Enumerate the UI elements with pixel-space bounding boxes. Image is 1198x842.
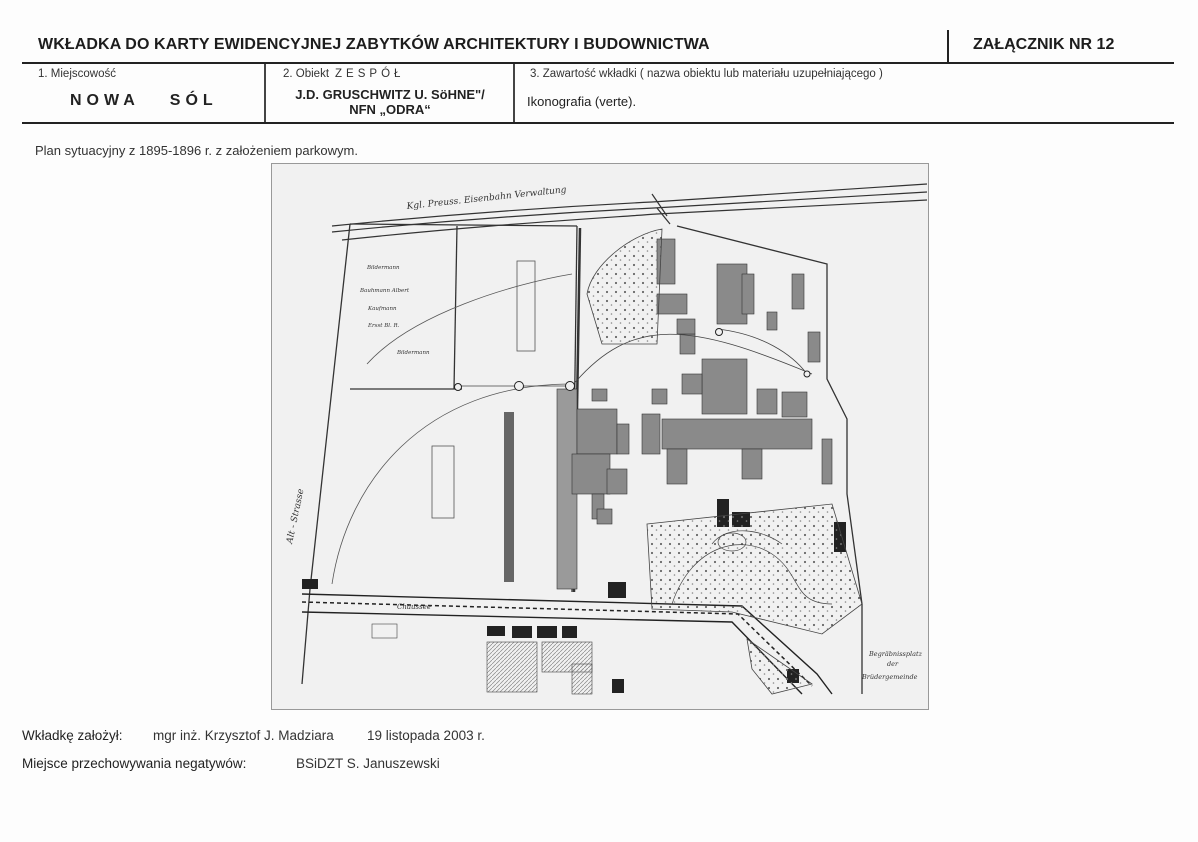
table-column-divider-1 <box>264 64 266 122</box>
annex-number: ZAŁĄCZNIK NR 12 <box>973 36 1115 53</box>
storage-value: BSiDZT S. Januszewski <box>296 756 440 771</box>
storage-label: Miejsce przechowywania negatywów: <box>22 756 247 771</box>
locality-word-1: NOWA <box>70 92 140 109</box>
map-label-cemetery-1: Begräbnissplatz <box>869 650 923 658</box>
table-bottom-rule <box>22 122 1174 124</box>
site-plan-drawing <box>272 164 928 709</box>
object-label-row <box>283 68 404 80</box>
table-top-rule <box>22 62 1174 64</box>
founder-value: mgr inż. Krzysztof J. Madziara <box>153 728 334 743</box>
object-type: ZESPÓŁ <box>335 68 405 80</box>
object-name-line-1: J.D. GRUSCHWITZ U. SöHNE"/ <box>295 87 485 102</box>
locality-value <box>70 92 248 110</box>
site-plan-image <box>271 163 929 710</box>
map-label-cemetery-3: Brüdergemeinde <box>862 673 918 681</box>
object-label: 2. Obiekt <box>283 68 330 80</box>
locality-word-2: SÓL <box>169 92 218 109</box>
founding-date: 19 listopada 2003 r. <box>367 728 485 743</box>
map-label-plot-4: Ersst Bl. R. <box>368 323 400 329</box>
founder-label: Wkładkę założył: <box>22 728 123 743</box>
object-name-line-2: NFN „ODRA“ <box>349 102 431 117</box>
plan-caption: Plan sytuacyjny z 1895-1896 r. z założeniem parkowym. <box>35 143 358 158</box>
map-label-left-road: Alt - Strasse <box>285 487 307 545</box>
map-label-plot-1: Bildermann <box>367 265 400 271</box>
map-label-railway: Kgl. Preuss. Eisenbahn Verwaltung <box>406 185 567 212</box>
map-label-plot-3: Kaufmann <box>368 306 397 312</box>
map-label-cemetery-2: der <box>887 660 899 668</box>
map-label-chaussee: Chaussee <box>397 603 432 611</box>
table-column-divider-2 <box>513 64 515 122</box>
content-label: 3. Zawartość wkładki ( nazwa obiektu lub materiału uzupełniającego ) <box>530 68 883 80</box>
map-label-plot-5: Bildermann <box>397 350 430 356</box>
locality-label: 1. Miejscowość <box>38 68 116 80</box>
document-title: WKŁADKA DO KARTY EWIDENCYJNEJ ZABYTKÓW ARCHITEKTURY I BUDOWNICTWA <box>38 36 710 53</box>
long-building <box>504 412 514 582</box>
map-label-plot-2: Bauhmann Albert <box>360 288 410 294</box>
content-value: Ikonografia (verte). <box>527 94 637 109</box>
header-divider <box>947 30 949 62</box>
